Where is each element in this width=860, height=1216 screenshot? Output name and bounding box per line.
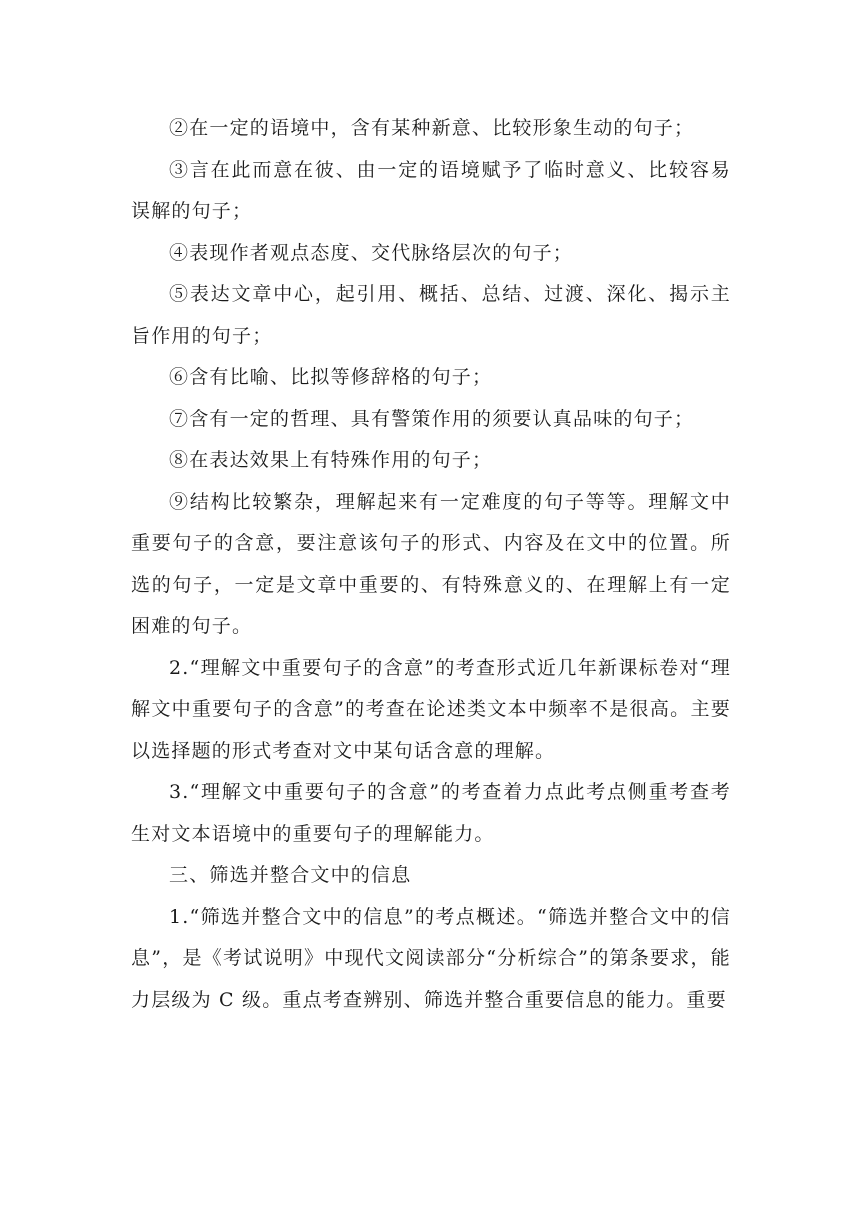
paragraph-item-6: ⑥含有比喻、比拟等修辞格的句子；	[169, 366, 493, 388]
paragraph-item-3: ③言在此而意在彼、由一定的语境赋予了临时意义、比较容易误解的句子；	[131, 158, 731, 222]
section-heading: 三、筛选并整合文中的信息	[169, 864, 412, 886]
paragraph-item-4: ④表现作者观点态度、交代脉络层次的句子；	[169, 241, 574, 264]
document-body	[131, 108, 731, 1021]
paragraph-item-9: ⑨结构比较繁杂，理解起来有一定难度的句子等等。理解文中重要句子的含意，要注意该句子的形式、内容及在文中的位置。所选的句子，一定是文章中重要的、有特殊意义的、在理解上有一定困难的句子。	[131, 490, 731, 637]
paragraph-item-7: ⑦含有一定的哲理、具有警策作用的须要认真品味的句子；	[169, 407, 695, 430]
paragraph-section-point-1: 1.“筛选并整合文中的信息”的考点概述。“筛选并整合文中的信息”，是《考试说明》中现代文阅读部分“分析综合”的第条要求，能力层级为 C 级。重点考查辨别、筛选并整合重要信息的能力。重要	[131, 905, 731, 1011]
paragraph-point-2: 2.“理解文中重要句子的含意”的考查形式近几年新课标卷对“理解文中重要句子的含意”的考查在论述类文本中频率不是很高。主要以选择题的形式考查对文中某句话含意的理解。	[131, 656, 731, 762]
paragraph-item-5: ⑤表达文章中心，起引用、概括、总结、过渡、深化、揭示主旨作用的句子；	[131, 283, 731, 347]
paragraph-item-2: ②在一定的语境中，含有某种新意、比较形象生动的句子；	[169, 117, 695, 139]
paragraph-point-3: 3.“理解文中重要句子的含意”的考查着力点此考点侧重考查考生对文本语境中的重要句子的理解能力。	[131, 781, 731, 845]
paragraph-item-8: ⑧在表达效果上有特殊作用的句子；	[169, 449, 493, 471]
